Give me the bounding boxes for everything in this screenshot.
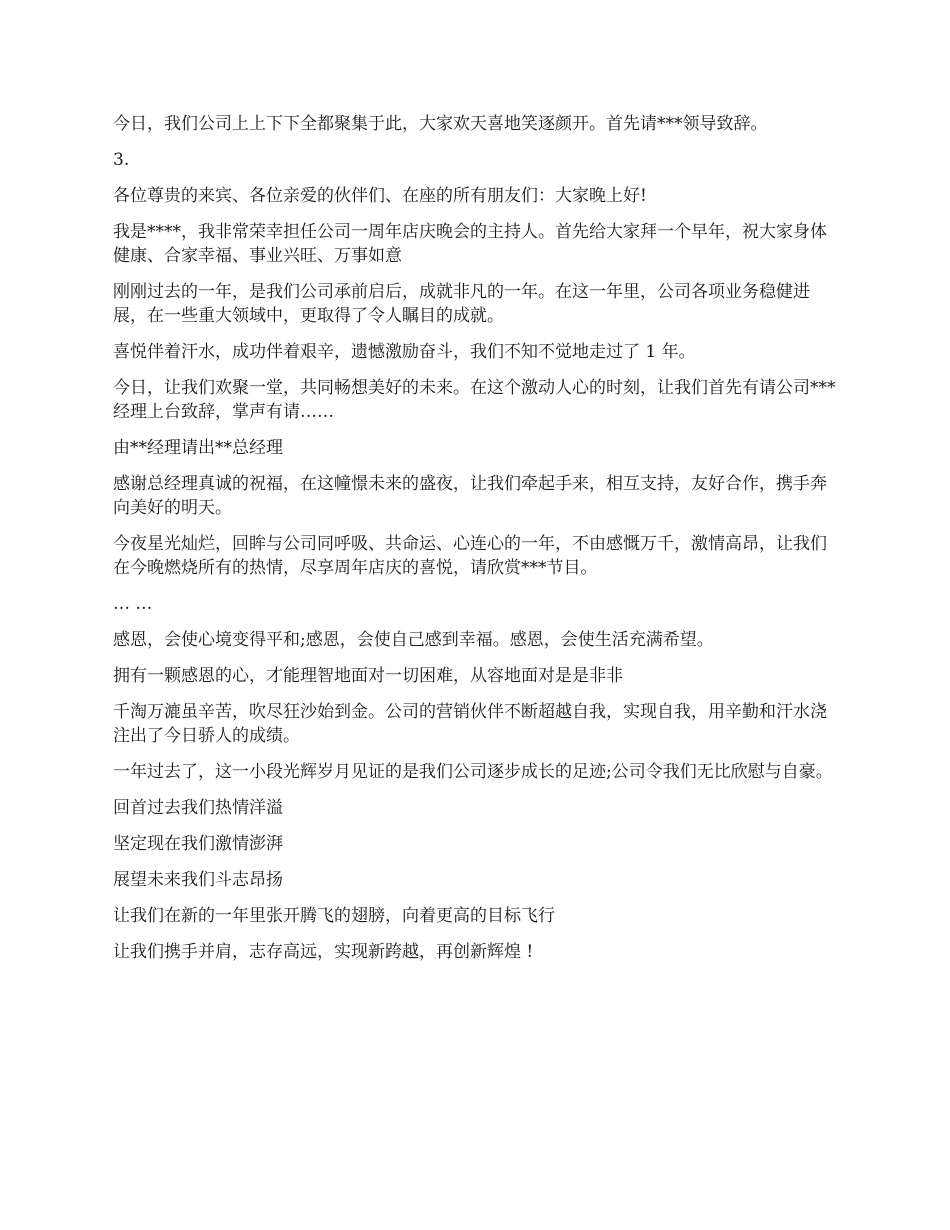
paragraph-15: 一年过去了，这一小段光辉岁月见证的是我们公司逐步成长的足迹;公司令我们无比欣慰与自豪。: [113, 762, 833, 782]
paragraph-4: 我是****，我非常荣幸担任公司一周年店庆晚会的主持人。首先给大家拜一个早年，祝大家身体健康、合家幸福、事业兴旺、万事如意: [113, 222, 827, 266]
paragraph-11: … …: [113, 594, 153, 614]
paragraph-19: 让我们在新的一年里张开腾飞的翅膀，向着更高的目标飞行: [113, 906, 555, 926]
document-body: [113, 112, 841, 976]
paragraph-2: 3.: [113, 150, 130, 170]
paragraph-10: 今夜星光灿烂，回眸与公司同呼吸、共命运、心连心的一年，不由感慨万千，激情高昂，让我们在今晚燃烧所有的热情，尽享周年店庆的喜悦，请欣赏***节目。: [113, 534, 827, 578]
paragraph-3: 各位尊贵的来宾、各位亲爱的伙伴们、在座的所有朋友们：大家晚上好!: [113, 186, 647, 206]
paragraph-5: 刚刚过去的一年，是我们公司承前启后，成就非凡的一年。在这一年里，公司各项业务稳健进展，在一些重大领域中，更取得了令人瞩目的成就。: [113, 282, 810, 326]
paragraph-9: 感谢总经理真诚的祝福，在这幢憬未来的盛夜，让我们牵起手来，相互支持，友好合作，携手奔向美好的明天。: [113, 474, 827, 518]
paragraph-16: 回首过去我们热情洋溢: [113, 798, 283, 818]
paragraph-20: 让我们携手并肩，志存高远，实现新跨越，再创新辉煌 !: [113, 942, 534, 962]
paragraph-1: 今日，我们公司上上下下全都聚集于此，大家欢天喜地笑逐颜开。首先请***领导致辞。: [113, 114, 768, 134]
paragraph-17: 坚定现在我们激情澎湃: [113, 834, 283, 854]
paragraph-7: 今日，让我们欢聚一堂，共同畅想美好的未来。在这个激动人心的时刻，让我们首先有请公司***经理上台致辞，掌声有请……: [113, 378, 836, 422]
paragraph-13: 拥有一颗感恩的心，才能理智地面对一切困难，从容地面对是是非非: [113, 666, 623, 686]
paragraph-18: 展望未来我们斗志昂扬: [113, 870, 283, 890]
paragraph-6: 喜悦伴着汗水，成功伴着艰辛，遗憾激励奋斗，我们不知不觉地走过了 1 年。: [113, 342, 696, 362]
paragraph-8: 由**经理请出**总经理: [113, 438, 283, 458]
paragraph-12: 感恩，会使心境变得平和;感恩，会使自己感到幸福。感恩，会使生活充满希望。: [113, 630, 714, 650]
paragraph-14: 千淘万漉虽辛苦，吹尽狂沙始到金。公司的营销伙伴不断超越自我，实现自我，用辛勤和汗水浇注出了今日骄人的成绩。: [113, 702, 827, 746]
